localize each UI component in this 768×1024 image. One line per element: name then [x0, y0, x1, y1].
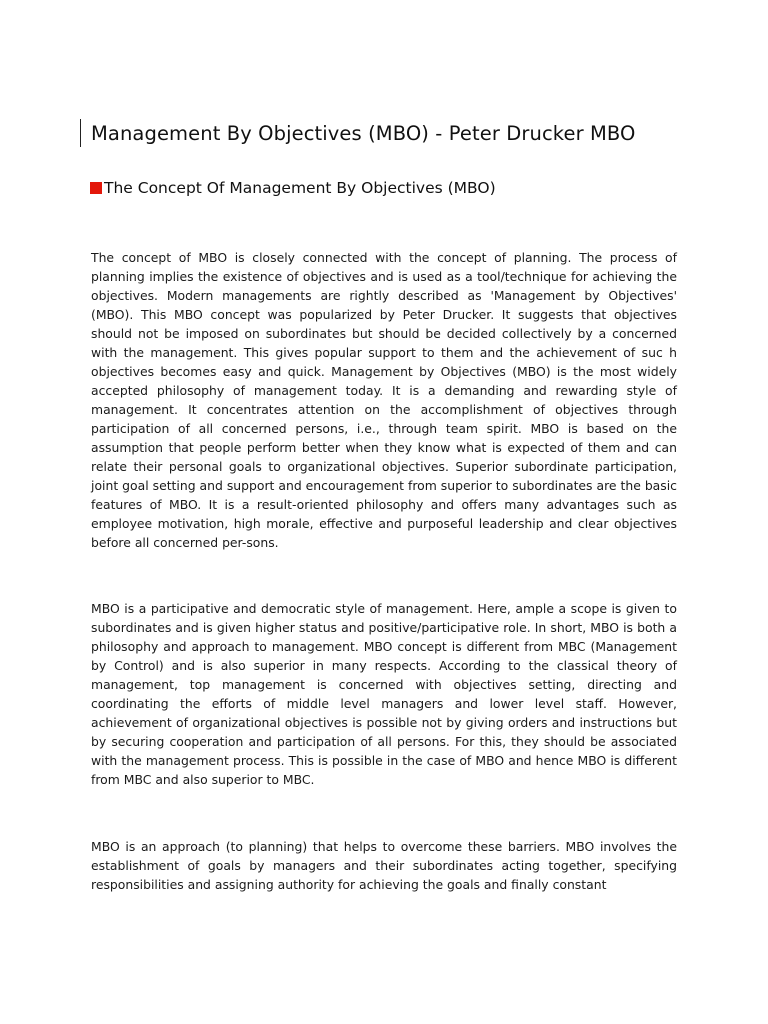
body-paragraph-2: MBO is a participative and democratic style of management. Here, ample a scope is given to subordinates and is given higher status and positive/participative role. In short, MBO is both a philosophy and approach to management. MBO concept is different from MBC (Management by Control) and is also superior in many respects. According to the classical theory of management, top management is concerned with objectives setting, directing and coordinating the efforts of middle level managers and lower level staff. However, achievement of organizational objectives is possible not by giving orders and instructions but by securing cooperation and participation of all persons. For this, they should be associated with the management process. This is possible in the case of MBO and hence MBO is different from MBC and also superior to MBC.	[91, 601, 677, 787]
section-heading-row	[90, 176, 496, 200]
text-cursor-bar	[80, 119, 81, 147]
title-row	[80, 118, 636, 148]
page-title: Management By Objectives (MBO) - Peter Drucker MBO	[91, 121, 636, 145]
section-heading: The Concept Of Management By Objectives (MBO)	[104, 179, 496, 197]
red-square-bullet-icon	[90, 182, 102, 194]
body-paragraph-1: The concept of MBO is closely connected with the concept of planning. The process of planning implies the existence of objectives and is used as a tool/technique for achieving the objectives. Modern managements are rightly described as 'Management by Objectives' (MBO). This MBO concept was popularized by Peter Drucker. It suggests that objectives should not be imposed on subordinates but should be decided collectively by a concerned with the management. This gives popular support to them and the achievement of suc h objectives becomes easy and quick. Management by Objectives (MBO) is the most widely accepted philosophy of management today. It is a demanding and rewarding style of management. It concentrates attention on the accomplishment of objectives through participation of all concerned persons, i.e., through team spirit. MBO is based on the assumption that people perform better when they know what is expected of them and can relate their personal goals to organizational objectives. Superior subordinate participation, joint goal setting and support and encouragement from superior to subordinates are the basic features of MBO. It is a result-oriented philosophy and offers many advantages such as employee motivation, high morale, effective and purposeful leadership and clear objectives before all concerned per-sons.	[91, 250, 677, 550]
body-paragraph-3: MBO is an approach (to planning) that helps to overcome these barriers. MBO involves the establishment of goals by managers and their subordinates acting together, specifying responsibilities and assigning authority for achieving the goals and finally constant	[91, 839, 677, 892]
